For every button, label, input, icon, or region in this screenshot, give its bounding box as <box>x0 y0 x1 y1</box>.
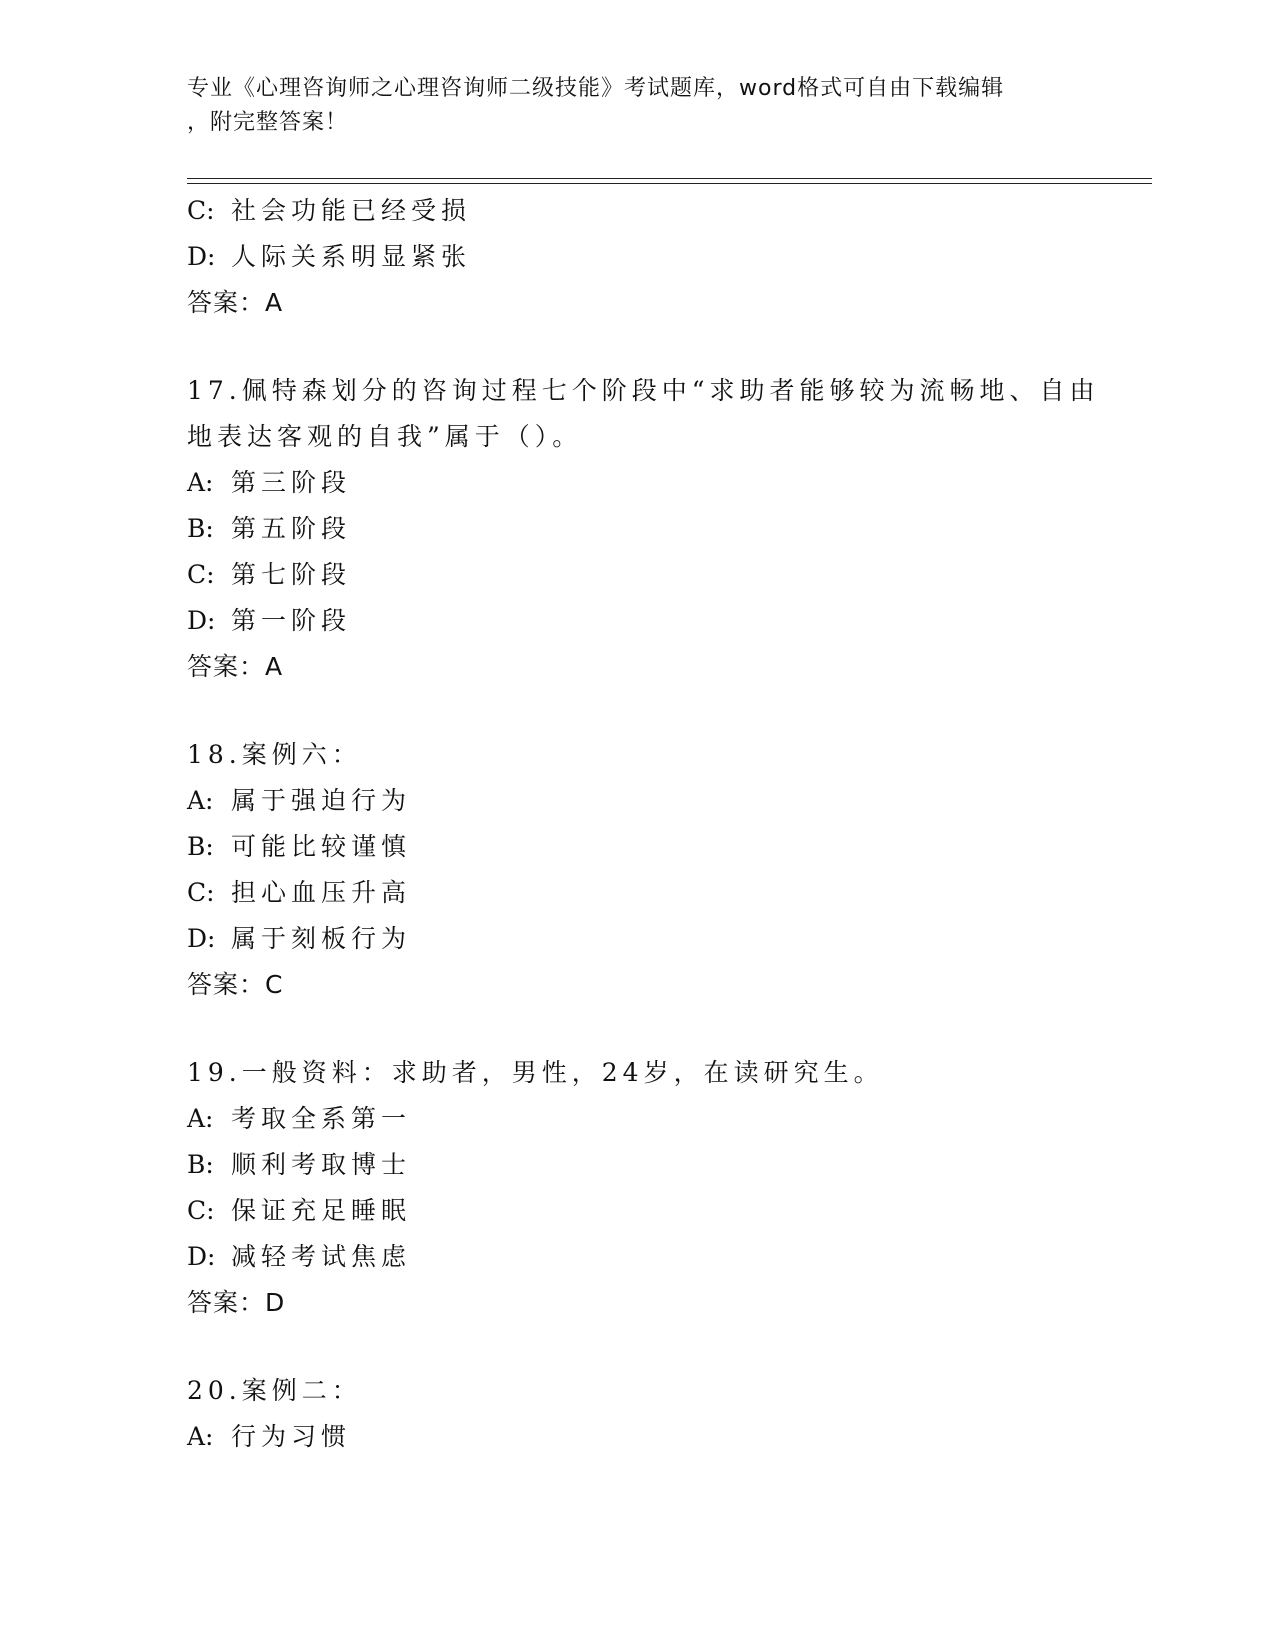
option-key: B: <box>187 832 214 861</box>
answer-line: 答案：C <box>187 970 284 999</box>
option-text: 行为习惯 <box>231 1422 352 1451</box>
option-text: 第七阶段 <box>231 560 352 589</box>
option-key: A: <box>187 468 214 497</box>
option-d <box>187 234 1087 280</box>
option-d <box>187 1234 1087 1280</box>
option-b <box>187 506 1087 552</box>
option-key: A: <box>187 1422 214 1451</box>
option-text: 社会功能已经受损 <box>231 196 472 225</box>
header-divider-bottom <box>187 183 1152 184</box>
question-stem: 18.案例六： <box>187 740 362 769</box>
option-key: D: <box>187 606 216 635</box>
question-20 <box>187 1368 1087 1460</box>
header-divider-top <box>187 178 1152 179</box>
question-17 <box>187 368 1100 690</box>
header-title-line-1: 专业《心理咨询师之心理咨询师二级技能》考试题库，word格式可自由下载编辑 <box>187 76 1005 101</box>
option-text: 考取全系第一 <box>231 1104 412 1133</box>
option-c <box>187 870 1087 916</box>
option-a <box>187 778 1087 824</box>
question-19 <box>187 1050 1087 1326</box>
option-text: 第五阶段 <box>231 514 352 543</box>
option-text: 第一阶段 <box>231 606 352 635</box>
header-title-line-2: ，附完整答案！ <box>187 110 349 135</box>
option-key: D: <box>187 242 216 271</box>
option-text: 属于刻板行为 <box>231 924 412 953</box>
option-b <box>187 824 1087 870</box>
option-a <box>187 460 1087 506</box>
answer-line: 答案：A <box>187 288 284 317</box>
document-header <box>187 72 1067 140</box>
option-a <box>187 1096 1087 1142</box>
option-d <box>187 916 1087 962</box>
option-key: A: <box>187 1104 214 1133</box>
answer-line: 答案：A <box>187 652 284 681</box>
option-key: B: <box>187 514 214 543</box>
option-key: C: <box>187 1196 215 1225</box>
question-stem: 17.佩特森划分的咨询过程七个阶段中“求助者能够较为流畅地、自由 <box>187 376 1100 405</box>
option-text: 可能比较谨慎 <box>231 832 412 861</box>
question-stem: 20.案例二： <box>187 1376 362 1405</box>
option-key: D: <box>187 924 216 953</box>
option-key: A: <box>187 786 214 815</box>
option-a <box>187 1414 1087 1460</box>
option-text: 担心血压升高 <box>231 878 412 907</box>
answer-line: 答案：D <box>187 1288 286 1317</box>
question-18 <box>187 732 1087 1008</box>
option-key: C: <box>187 878 215 907</box>
option-b <box>187 1142 1087 1188</box>
option-d <box>187 598 1087 644</box>
option-text: 属于强迫行为 <box>231 786 412 815</box>
question-list <box>187 188 1100 1460</box>
question-16-continuation <box>187 188 1087 326</box>
option-text: 顺利考取博士 <box>231 1150 412 1179</box>
option-text: 保证充足睡眠 <box>231 1196 412 1225</box>
option-key: D: <box>187 1242 216 1271</box>
option-c <box>187 1188 1087 1234</box>
question-stem-continued: 地表达客观的自我”属于（）。 <box>187 422 583 451</box>
option-c <box>187 552 1087 598</box>
option-key: B: <box>187 1150 214 1179</box>
option-text: 减轻考试焦虑 <box>231 1242 412 1271</box>
option-c <box>187 188 1087 234</box>
question-stem: 19.一般资料：求助者，男性，24岁，在读研究生。 <box>187 1058 884 1087</box>
option-key: C: <box>187 196 215 225</box>
option-text: 人际关系明显紧张 <box>231 242 472 271</box>
option-text: 第三阶段 <box>231 468 352 497</box>
option-key: C: <box>187 560 215 589</box>
